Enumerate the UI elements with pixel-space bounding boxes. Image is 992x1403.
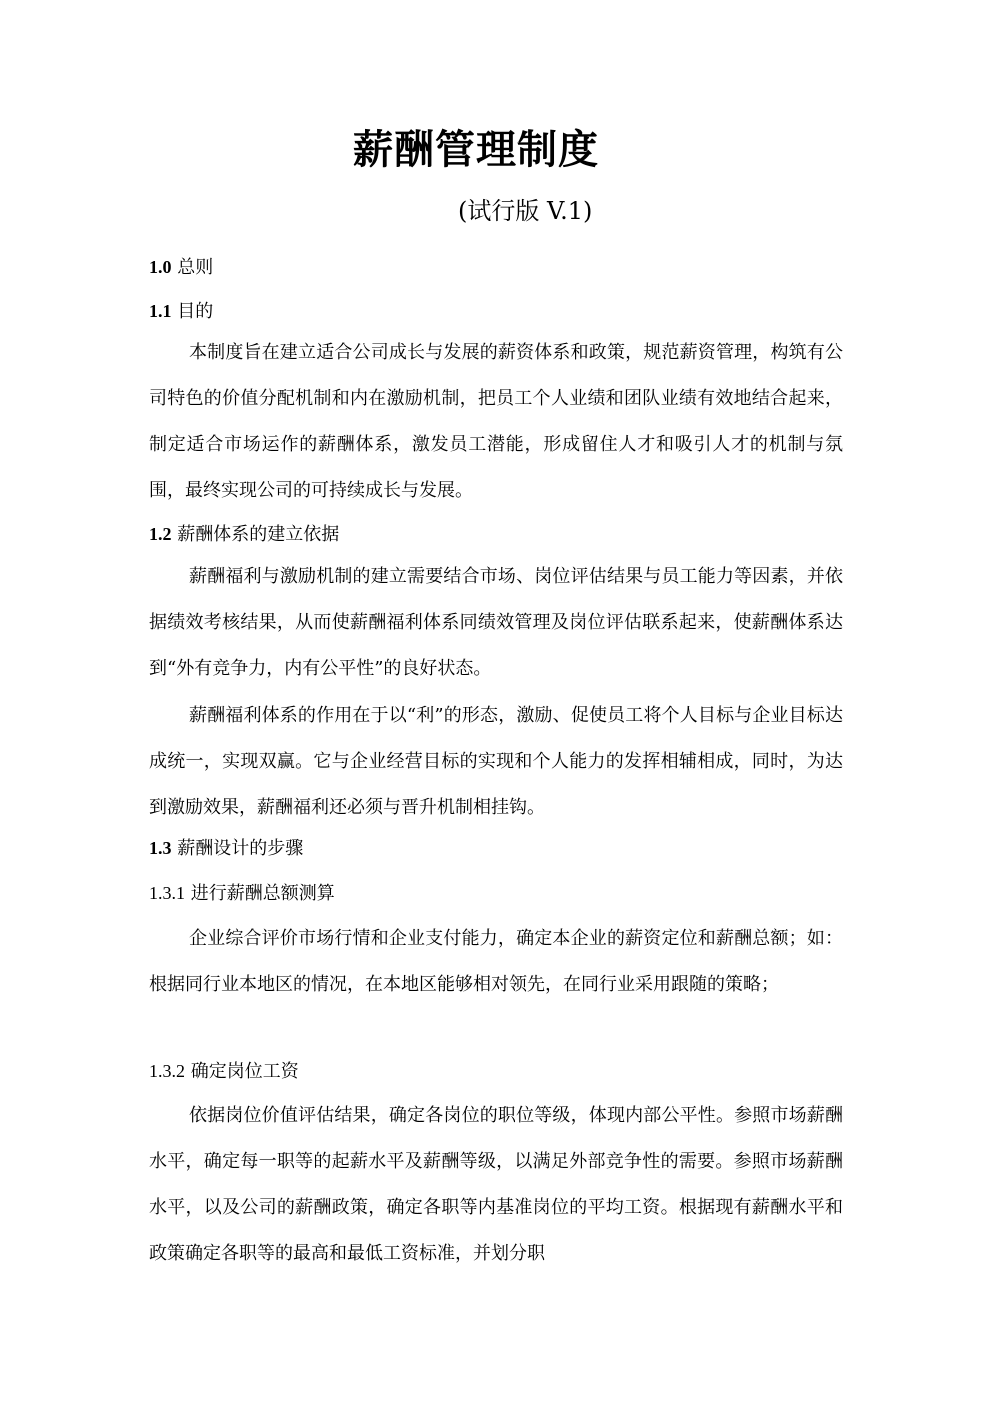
section-number: 1.3.1 xyxy=(149,883,185,903)
section-number: 1.3.2 xyxy=(149,1061,185,1081)
section-number: 1.2 xyxy=(149,524,172,544)
section-heading-1-3-1 xyxy=(149,879,335,908)
section-title: 总则 xyxy=(177,257,214,278)
section-heading-1-1 xyxy=(149,297,213,326)
section-title: 确定岗位工资 xyxy=(190,1061,299,1082)
section-title: 薪酬体系的建立依据 xyxy=(177,524,340,545)
section-heading-1-3-2 xyxy=(149,1057,299,1086)
document-subtitle: (试行版 V.1) xyxy=(458,197,593,225)
section-number: 1.0 xyxy=(149,257,172,277)
section-title: 目的 xyxy=(177,301,214,322)
paragraph-total-budget: 企业综合评价市场行情和企业支付能力，确定本企业的薪资定位和薪酬总额；如：根据同行业本地区的情况，在本地区能够相对领先，在同行业采用跟随的策略； xyxy=(149,928,843,995)
paragraph-position-salary: 依据岗位价值评估结果，确定各岗位的职位等级，体现内部公平性。参照市场薪酬水平，确定每一职等的起薪水平及薪酬等级，以满足外部竞争性的需要。参照市场薪酬水平，以及公司的薪酬政策，确定各职等内基准岗位的平均工资。根据现有薪酬水平和政策确定各职等的最高和最低工资标准，并划分职 xyxy=(149,1105,843,1264)
section-heading-1-3 xyxy=(149,834,303,863)
section-heading-1-2 xyxy=(149,520,339,549)
document-title: 薪酬管理制度 xyxy=(353,127,599,173)
section-heading-1-0 xyxy=(149,253,213,282)
section-number: 1.1 xyxy=(149,301,172,321)
section-title: 薪酬设计的步骤 xyxy=(177,838,304,859)
section-title: 进行薪酬总额测算 xyxy=(190,883,335,904)
paragraph-purpose: 本制度旨在建立适合公司成长与发展的薪资体系和政策，规范薪资管理，构筑有公司特色的价值分配机制和内在激励机制，把员工个人业绩和团队业绩有效地结合起来，制定适合市场运作的薪酬体系，激发员工潜能，形成留住人才和吸引人才的机制与氛围，最终实现公司的可持续成长与发展。 xyxy=(149,342,843,501)
paragraph-basis-2: 薪酬福利体系的作用在于以“利”的形态，激励、促使员工将个人目标与企业目标达成统一，实现双赢。它与企业经营目标的实现和个人能力的发挥相辅相成，同时，为达到激励效果，薪酬福利还必须与晋升机制相挂钩。 xyxy=(149,705,843,818)
section-number: 1.3 xyxy=(149,838,172,858)
paragraph-basis-1: 薪酬福利与激励机制的建立需要结合市场、岗位评估结果与员工能力等因素，并依据绩效考核结果，从而使薪酬福利体系同绩效管理及岗位评估联系起来，使薪酬体系达到“外有竞争力，内有公平性”的良好状态。 xyxy=(149,566,843,679)
